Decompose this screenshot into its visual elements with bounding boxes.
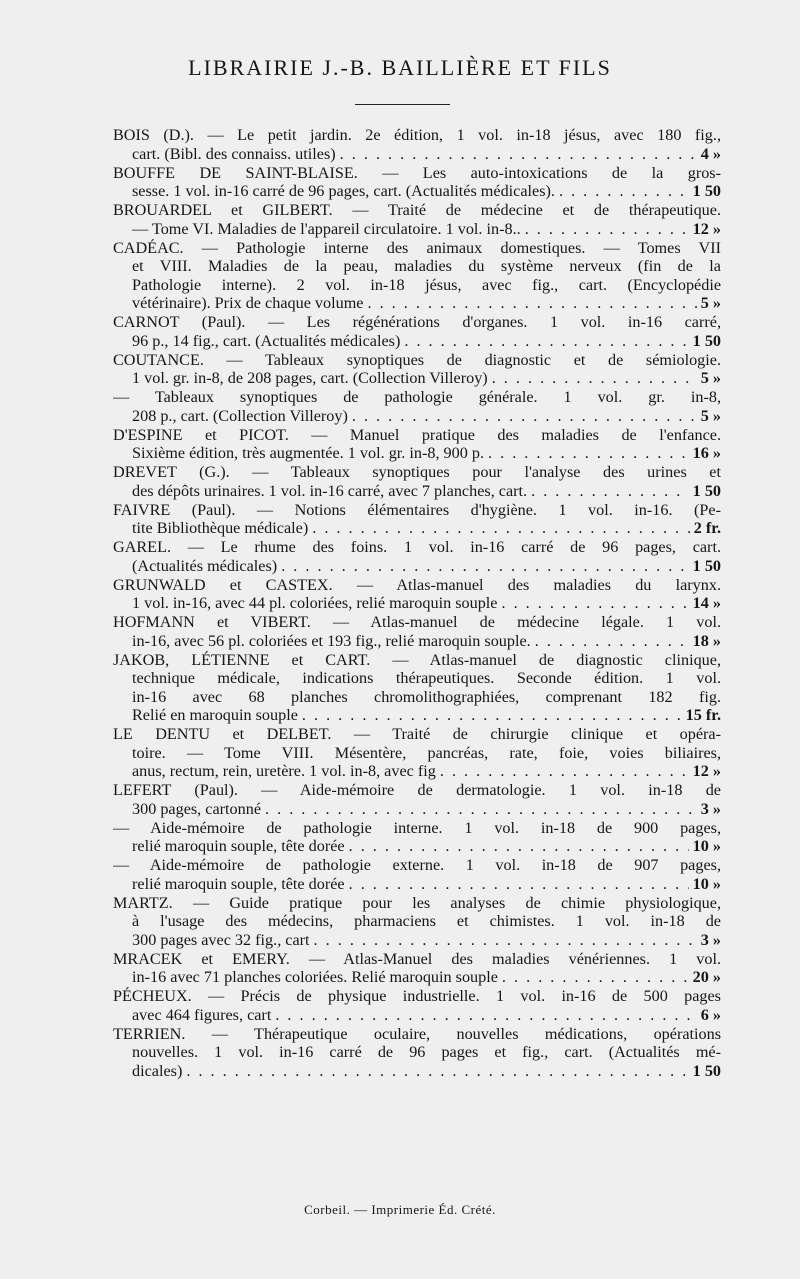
entry-last-line [113,632,721,651]
entry-last-line [113,444,721,463]
entry-line: LE DENTU et DELBET. — Traité de chirurgie clinique et opéra- [113,725,721,743]
entry-line: in-16 avec 68 planches chromolithographiées, comprenant 182 fig. [132,687,721,706]
dot-leader [275,1006,696,1025]
entry-text: tite Bibliothèque médicale) [132,519,309,537]
entry-last-line [113,1006,721,1025]
catalog-entry [113,725,721,781]
entry-text: Relié en maroquin souple [132,706,298,724]
entry-line: — Aide-mémoire de pathologie externe. 1 vol. in-18 de 907 pages, [113,856,721,874]
entry-text: 300 pages avec 32 fig., cart [132,930,310,949]
dot-leader [352,407,697,426]
entry-price: 1 50 [692,481,721,500]
dot-leader [502,968,689,987]
dot-leader [349,875,689,894]
entry-text: Sixième édition, très augmentée. 1 vol. gr. in-8, 900 p. [132,444,485,462]
entry-line: à l'usage des médecins, pharmaciens et chimistes. 1 vol. in-18 de [132,912,721,930]
entry-line: technique médicale, indications thérapeutiques. Seconde édition. 1 vol. [132,669,721,687]
entry-line: BOIS (D.). — Le petit jardin. 2e édition, 1 vol. in-18 jésus, avec 180 fig., [113,126,721,144]
entry-last-line [113,294,721,313]
dot-leader [312,519,690,538]
entry-last-line [113,482,721,501]
entry-last-line [113,220,721,239]
entry-text: anus, rectum, rein, uretère. 1 vol. in-8, avec fig [132,762,436,780]
entry-last-line [113,875,721,894]
dot-leader [349,837,689,856]
entry-price: 5 » [700,294,721,312]
entry-last-line [113,1062,721,1081]
entry-text: 96 p., 14 fig., cart. (Actualités médicales) [132,331,401,350]
entry-price: 16 » [692,444,721,462]
entry-line: PÉCHEUX. — Précis de physique industrielle. 1 vol. in-16 de 500 pages [113,987,721,1005]
entry-line: D'ESPINE et PICOT. — Manuel pratique des maladies de l'enfance. [113,425,721,444]
entry-line: CADÉAC. — Pathologie interne des animaux domestiques. — Tomes VII [113,238,721,257]
entry-text: dicales) [132,1061,183,1080]
dot-leader [314,931,697,950]
catalog-entries [113,126,721,1080]
entry-last-line [113,931,721,950]
entry-text: vétérinaire). Prix de chaque volume [132,294,364,312]
entry-price: 1 50 [692,556,721,575]
entry-last-line [113,407,721,426]
entry-text: 300 pages, cartonné [132,799,262,818]
entry-line: JAKOB, LÉTIENNE et CART. — Atlas-manuel de diagnostic clinique, [113,650,721,669]
dot-leader [302,706,682,725]
publisher-header: LIBRAIRIE J.-B. BAILLIÈRE ET FILS [188,55,612,80]
dot-leader [265,800,697,819]
catalog-entry [113,781,721,818]
entry-line: TERRIEN. — Thérapeutique oculaire, nouvelles médications, opérations [113,1024,721,1043]
catalog-entry [113,538,721,575]
dot-leader [281,557,688,576]
entry-price: 4 » [700,144,721,163]
entry-last-line [113,145,721,164]
entry-line: COUTANCE. — Tableaux synoptiques de diagnostic et de sémiologie. [113,350,721,369]
entry-text: relié maroquin souple, tête dorée [132,874,345,893]
entry-text: sesse. 1 vol. in-16 carré de 96 pages, cart. (Actualités médicales). [132,182,555,200]
printer-footer: Corbeil. — Imprimerie Éd. Crété. [304,1202,496,1217]
entry-line: MRACEK et EMERY. — Atlas-Manuel des maladies vénériennes. 1 vol. [113,949,721,968]
entry-price: 18 » [692,631,721,650]
entry-price: 1 50 [692,331,721,350]
catalog-entry [113,894,721,950]
entry-line: BROUARDEL et GILBERT. — Traité de médecine et de thérapeutique. [113,201,721,219]
dot-leader [186,1062,688,1081]
entry-last-line [113,369,721,388]
dot-leader [531,482,689,501]
header-rule [355,104,450,105]
entry-line: DREVET (G.). — Tableaux synoptiques pour l'analyse des urines et [113,463,721,481]
entry-line: MARTZ. — Guide pratique pour les analyses de chimie physiologique, [113,893,721,912]
entry-text: relié maroquin souple, tête dorée [132,837,345,855]
entry-text: avec 464 figures, cart [132,1005,272,1024]
entry-last-line [113,706,721,725]
catalog-entry [113,313,721,350]
entry-price: 20 » [692,968,721,986]
catalog-entry [113,239,721,313]
entry-price: 5 » [700,369,721,387]
entry-line: toire. — Tome VIII. Mésentère, pancréas, rate, foie, voies biliaires, [132,743,721,762]
entry-line: GRUNWALD et CASTEX. — Atlas-manuel des maladies du larynx. [113,575,721,594]
dot-leader [440,762,689,781]
catalog-entry [113,987,721,1024]
entry-line: — Aide-mémoire de pathologie interne. 1 vol. in-18 de 900 pages, [113,818,721,837]
dot-leader [525,220,689,239]
entry-last-line [113,332,721,351]
catalog-entry [113,388,721,425]
entry-text: 1 vol. in-16, avec 44 pl. coloriées, relié maroquin souple [132,594,498,612]
entry-price: 3 » [700,930,721,949]
entry-line: LEFERT (Paul). — Aide-mémoire de dermatologie. 1 vol. in-18 de [113,781,721,799]
catalog-entry [113,576,721,613]
entry-text: in-16, avec 56 pl. coloriées et 193 fig., relié maroquin souple. [132,631,531,650]
entry-text: (Actualités médicales) [132,556,278,575]
entry-last-line [113,968,721,987]
catalog-entry [113,501,721,538]
dot-leader [367,294,696,313]
catalog-entry [113,651,721,725]
entry-last-line [113,762,721,781]
entry-text: cart. (Bibl. des connaiss. utiles) [132,144,336,163]
catalog-entry [113,950,721,987]
entry-text: in-16 avec 71 planches coloriées. Relié maroquin souple [132,968,498,986]
catalog-entry [113,426,721,463]
catalog-entry [113,819,721,856]
dot-leader [488,444,689,463]
dot-leader [404,332,688,351]
entry-last-line [113,837,721,856]
entry-line: FAIVRE (Paul). — Notions élémentaires d'hygiène. 1 vol. in-16. (Pe- [113,500,721,519]
catalog-entry [113,126,721,163]
dot-leader [340,145,697,164]
entry-last-line [113,519,721,538]
entry-line: Pathologie interne). 2 vol. in-18 jésus, avec fig., cart. (Encyclopédie [132,275,721,294]
entry-text: 208 p., cart. (Collection Villeroy) [132,406,348,425]
catalog-entry [113,201,721,238]
dot-leader [501,594,688,613]
entry-line: — Tableaux synoptiques de pathologie générale. 1 vol. gr. in-8, [113,388,721,406]
entry-price: 3 » [700,799,721,818]
entry-price: 5 » [700,406,721,425]
entry-text: 1 vol. gr. in-8, de 208 pages, cart. (Collection Villeroy) [132,369,488,387]
entry-line: et VIII. Maladies de la peau, maladies du système nerveux (fin de la [132,257,721,275]
entry-line: HOFMANN et VIBERT. — Atlas-manuel de médecine légale. 1 vol. [113,613,721,631]
dot-leader [535,632,689,651]
entry-last-line [113,800,721,819]
entry-text: — Tome VI. Maladies de l'appareil circulatoire. 1 vol. in-8.. [132,219,521,238]
dot-leader [559,182,689,201]
entry-line: nouvelles. 1 vol. in-16 carré de 96 pages et fig., cart. (Actualités mé- [132,1043,721,1061]
entry-line: BOUFFE DE SAINT-BLAISE. — Les auto-intoxications de la gros- [113,163,721,182]
catalog-entry [113,856,721,893]
entry-price: 14 » [692,594,721,612]
catalog-entry [113,351,721,388]
catalog-entry [113,613,721,650]
catalog-entry [113,463,721,500]
entry-last-line [113,557,721,576]
entry-price: 2 fr. [693,519,721,537]
dot-leader [492,369,697,388]
entry-price: 10 » [692,837,721,855]
entry-price: 15 fr. [685,706,721,724]
entry-price: 1 50 [692,182,721,200]
entry-price: 1 50 [692,1061,721,1080]
entry-price: 12 » [692,762,721,780]
entry-last-line [113,594,721,613]
entry-line: CARNOT (Paul). — Les régénérations d'organes. 1 vol. in-16 carré, [113,313,721,331]
entry-last-line [113,182,721,201]
entry-line: GAREL. — Le rhume des foins. 1 vol. in-16 carré de 96 pages, cart. [113,538,721,556]
entry-price: 12 » [692,219,721,238]
entry-text: des dépôts urinaires. 1 vol. in-16 carré, avec 7 planches, cart. [132,481,528,500]
catalog-entry [113,1025,721,1081]
entry-price: 6 » [700,1005,721,1024]
entry-price: 10 » [692,874,721,893]
catalog-entry [113,164,721,201]
